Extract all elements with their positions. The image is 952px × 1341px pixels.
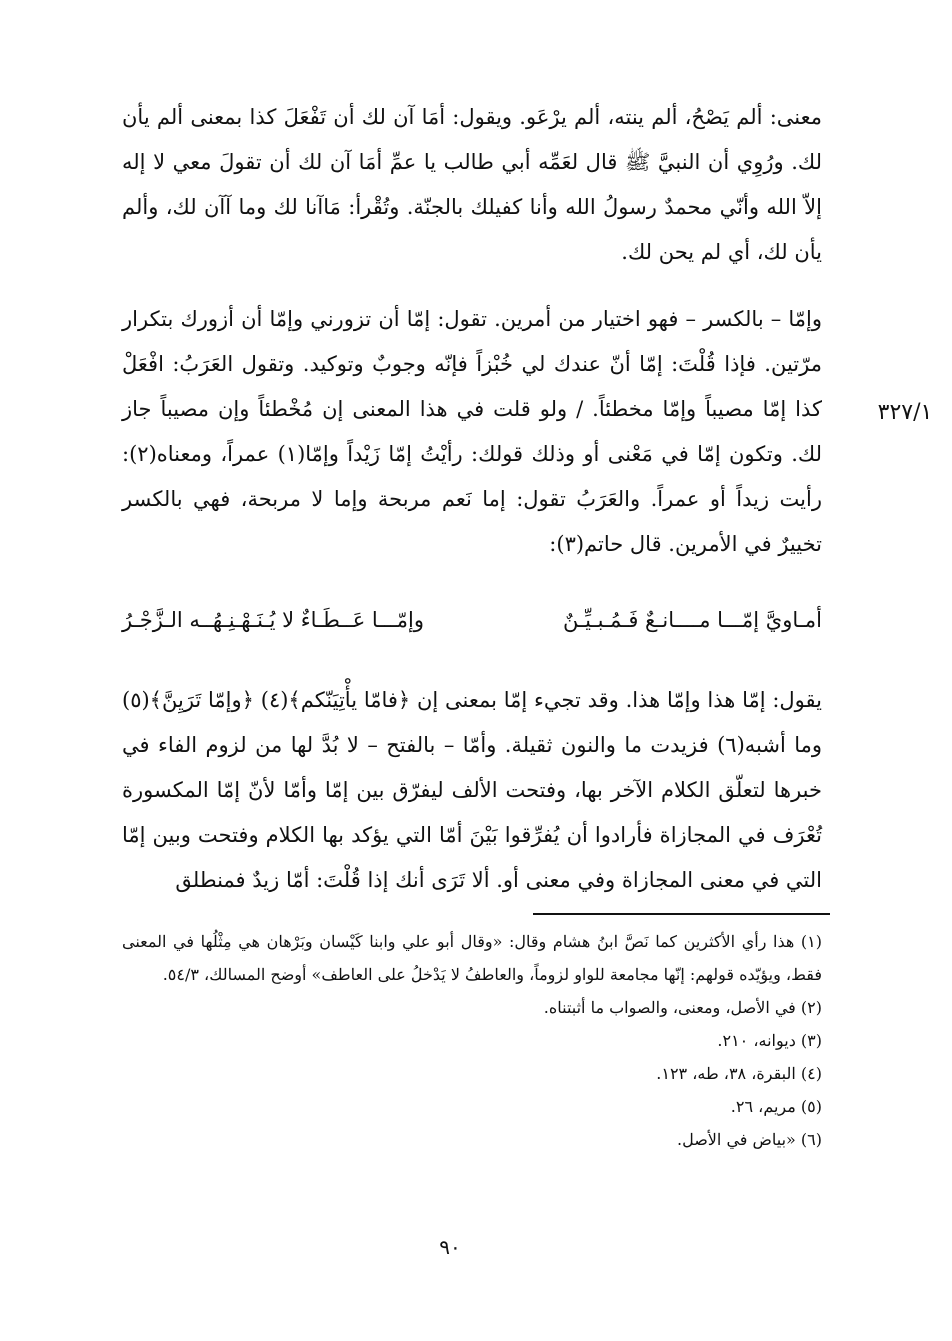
- paragraph-2: [122, 297, 822, 567]
- footnote-4: (٤) البقرة، ٣٨، طه، ١٢٣.: [656, 1064, 822, 1083]
- footnote-6: (٦) «بياض في الأصل.: [677, 1130, 822, 1149]
- footnotes: [122, 925, 822, 1156]
- paragraph-3: [122, 678, 822, 903]
- poem-second-hemistich: وإمّـــا عَــطَـاءٌ لا يُـنَـهْـنِـهُــه الـزَّجْـرُ: [122, 608, 424, 632]
- footnote-1: (١) هذا رأي الأكثرين كما نَصَّ ابنُ هشام وقال: «وقال أبو علي وابنا كَيْسان وبَرْهان هي مِثْلُها في المعنى فقط، ويؤيّده قولهم: إنّها مجامعة للواو لزوماً، والعاطفُ لا يَدْخلُ على العاطف» أوضح المسالك، ٥٤/٣.: [122, 932, 822, 984]
- footnote-3: (٣) ديوانه، ٢١٠.: [717, 1031, 822, 1050]
- paragraph-text: يقول: إمّا هذا وإمّا هذا. وقد تجيء إمّا بمعنى إن ﴿فامّا يأْتِيَنّكم﴾(٤) ﴿وإمّا تَرَيِنَّ﴾(٥) وما أشبه(٦) فزيدت ما والنون ثقيلة. وأمّا – بالفتح – لا بُدَّ لها من لزوم الفاء في خبرها لتعلّق الكلام الآخر بها، وفتحت الألف ليفرّق بين إمّا وأمّا لأنّ إمّا المكسورة تُعْرَف في المجازاة فأرادوا أن يُفرِّقوا بَيْنَ أمّا التي يؤكد بها الكلام وفتحت وبين إمّا التي في معنى المجازاة وفي معنى أو. ألا تَرَى أنك إذا قُلْتَ: أمّا زيدٌ فمنطلق: [122, 688, 822, 892]
- paragraph-text: وإمّا – بالكسر – فهو اختيار من أمرين. تقول: إمّا أن تزورني وإمّا أن أزورك بتكرار مرّتين. فإذا قُلْتَ: إمّا أنّ عندك لي خُبْزاً فإنّه وجوبٌ وتوكيد. وتقول العَرَبُ: افْعَلْ كذا إمّا مصيباً وإمّا مخطئاً. / ولو قلت في هذا المعنى إن مُخْطئاً وإن مصيباً جاز لك. وتكون إمّا في مَعْنى أو وذلك قولك: رأيْتُ إمّا زَيْداً وإمّا(١) عمراً، ومعناه(٢): رأيت زيداً أو عمراً. والعَرَبُ تقول: إما نَعم مربحة وإما لا مربحة، فهي بالكسر تخييرٌ في الأمرين. قال حاتم(٣):: [122, 307, 822, 556]
- page-number: ٩٠: [439, 1235, 461, 1259]
- poem-first-hemistich: أمـاويَّ إمّـــا مــــانـعٌ فَـمُـبـيِّـنٌ: [562, 608, 822, 632]
- footnote-5: (٥) مريم، ٢٦.: [730, 1097, 822, 1116]
- margin-reference: ٣٢٧/١: [877, 400, 933, 425]
- footnote-divider: [533, 913, 830, 915]
- paragraph-text: معنى: ألم يَصْحُ، ألم ينته، ألم يرْعَو. ويقول: أمَا آن لك أن تَفْعَلَ كذا بمعنى ألم يأن لك. ورُوِي أن النبيَّ ﷺ قال لعَمِّه أبي طالب يا عمِّ أمَا آن لك أن تقولَ معي لا إله إلاّ الله وأنّي محمدٌ رسولُ الله وأنا كفيلك بالجنّة. وتُقْرأ: مَاآنا لك وما آآن لك، وألم يأن لك، أي لم يحن لك.: [122, 105, 822, 264]
- paragraph-1: [122, 95, 822, 275]
- poem-verse: [122, 598, 822, 648]
- footnote-2: (٢) في الأصل، ومعنى، والصواب ما أثبتناه.: [543, 998, 822, 1017]
